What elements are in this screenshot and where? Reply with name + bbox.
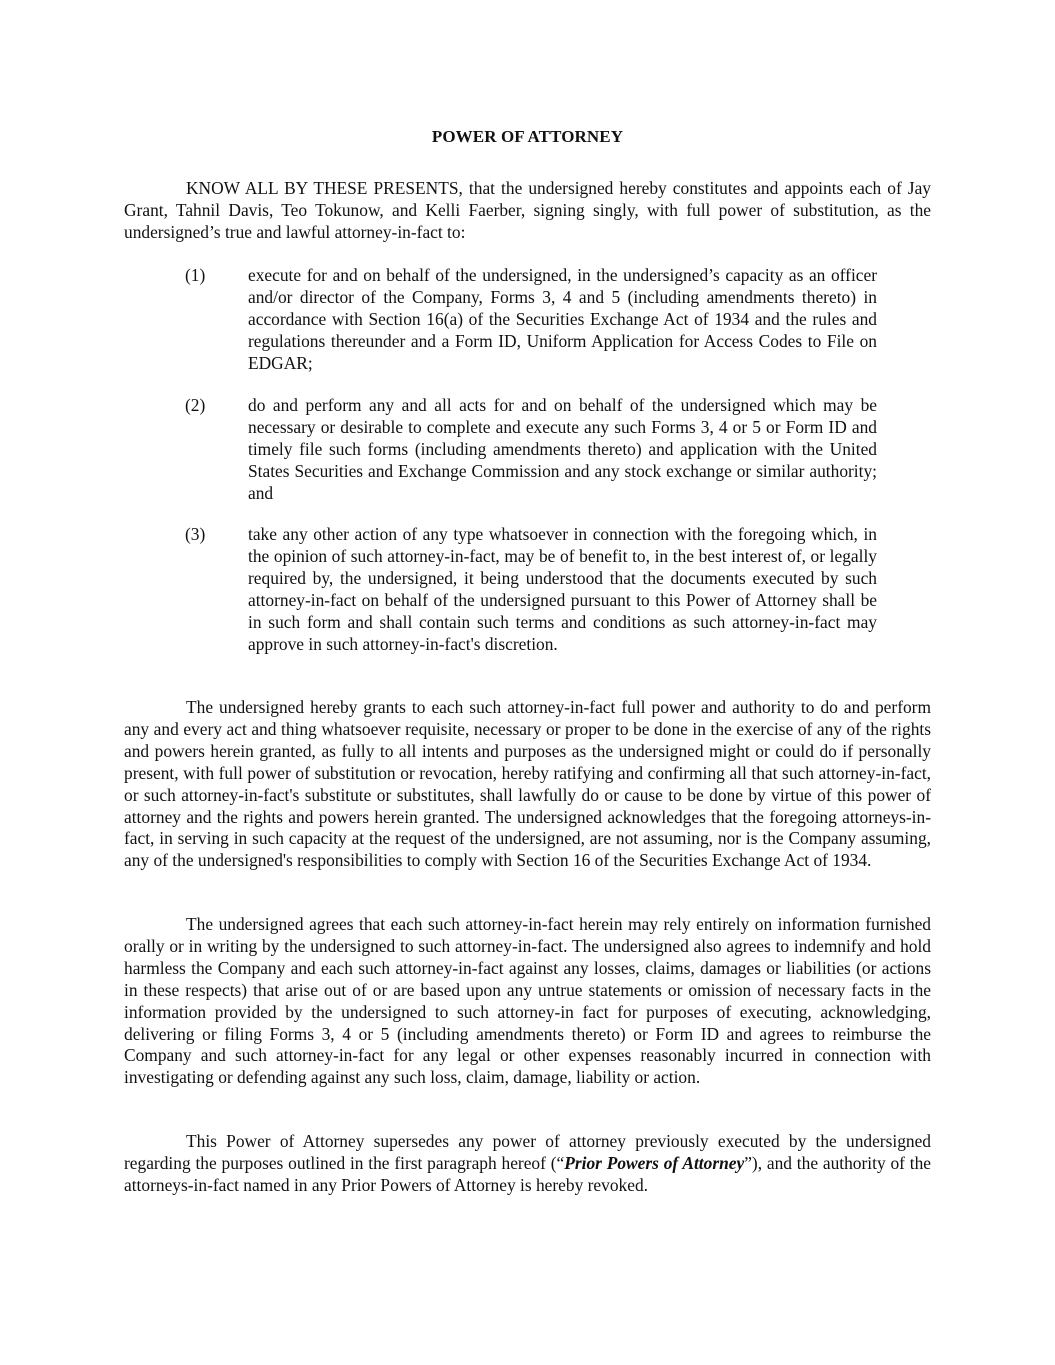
list-item-text: take any other action of any type whatsoever in connection with the foregoing which, in the opinion of such attorney-in-fact, may be of benefit to, in the best interest of, or legally required by, the undersigned, it being understood that the documents executed by such attorney-in-fact on behalf of the undersigned pursuant to this Power of Attorney shall be in such form and shall contain such terms and conditions as such attorney-in-fact may approve in such attorney-in-fact's discretion.	[248, 524, 877, 654]
list-item-text: execute for and on behalf of the undersigned, in the undersigned’s capacity as an officer and/or director of the Company, Forms 3, 4 and 5 (including amendments thereto) in accordance with Section 16(a) of the Securities Exchange Act of 1934 and the rules and regulations thereunder and a Form ID, Uniform Application for Access Codes to File on EDGAR;	[248, 265, 877, 373]
grants-paragraph: The undersigned hereby grants to each such attorney-in-fact full power and authority to do and perform any and every act and thing whatsoever requisite, necessary or proper to be done in the exercise of any of the rights and powers herein granted, as fully to all intents and purposes as the undersigned might or could do if personally present, with full power of substitution or revocation, hereby ratifying and confirming all that such attorney-in-fact, or such attorney-in-fact's substitute or substitutes, shall lawfully do or cause to be done by virtue of this power of attorney and the rights and powers herein granted. The undersigned acknowledges that the foregoing attorneys-in-fact, in serving in such capacity at the request of the undersigned, are not assuming, nor is the Company assuming, any of the undersigned's responsibilities to comply with Section 16 of the Securities Exchange Act of 1934.	[124, 697, 931, 871]
agrees-paragraph: The undersigned agrees that each such attorney-in-fact herein may rely entirely on information furnished orally or in writing by the undersigned to such attorney-in-fact. The undersigned also agrees to indemnify and hold harmless the Company and each such attorney-in-fact against any losses, claims, damages or liabilities (or actions in these respects) that arise out of or are based upon any untrue statements or omission of necessary facts in the information provided by the undersigned to such attorney-in fact for purposes of executing, acknowledging, delivering or filing Forms 3, 4 or 5 (including amendments thereto) or Form ID and agrees to reimburse the Company and such attorney-in-fact for any legal or other expenses reasonably incurred in connection with investigating or defending against any such loss, claim, damage, liability or action.	[124, 914, 931, 1088]
list-item-1	[185, 265, 877, 375]
list-item-text: do and perform any and all acts for and on behalf of the undersigned which may be necessary or desirable to complete and execute any such Forms 3, 4 or 5 or Form ID and timely file such forms (including amendments thereto) and application with the United States Securities and Exchange Commission and any stock exchange or similar authority; and	[248, 395, 877, 503]
defined-term: Prior Powers of Attorney	[564, 1152, 745, 1173]
supersedes-text-after: ”), and the authority of the attorneys-in-fact named in any Prior Powers of Attorney is hereby revoked.	[124, 1152, 931, 1195]
list-item-2	[185, 395, 877, 505]
supersedes-paragraph	[124, 1131, 931, 1197]
list-item-number: (1)	[185, 265, 206, 285]
list-item-number: (2)	[185, 395, 206, 415]
list-item-3	[185, 524, 877, 655]
document-title: POWER OF ATTORNEY	[431, 127, 624, 146]
intro-paragraph: KNOW ALL BY THESE PRESENTS, that the undersigned hereby constitutes and appoints each of Jay Grant, Tahnil Davis, Teo Tokunow, and Kelli Faerber, signing singly, with full power of substitution, as the undersigned’s true and lawful attorney-in-fact to:	[124, 178, 931, 242]
supersedes-text-before: This Power of Attorney supersedes any power of attorney previously executed by the undersigned regarding the purposes outlined in the first paragraph hereof (“	[124, 1131, 931, 1173]
list-item-number: (3)	[185, 524, 206, 544]
